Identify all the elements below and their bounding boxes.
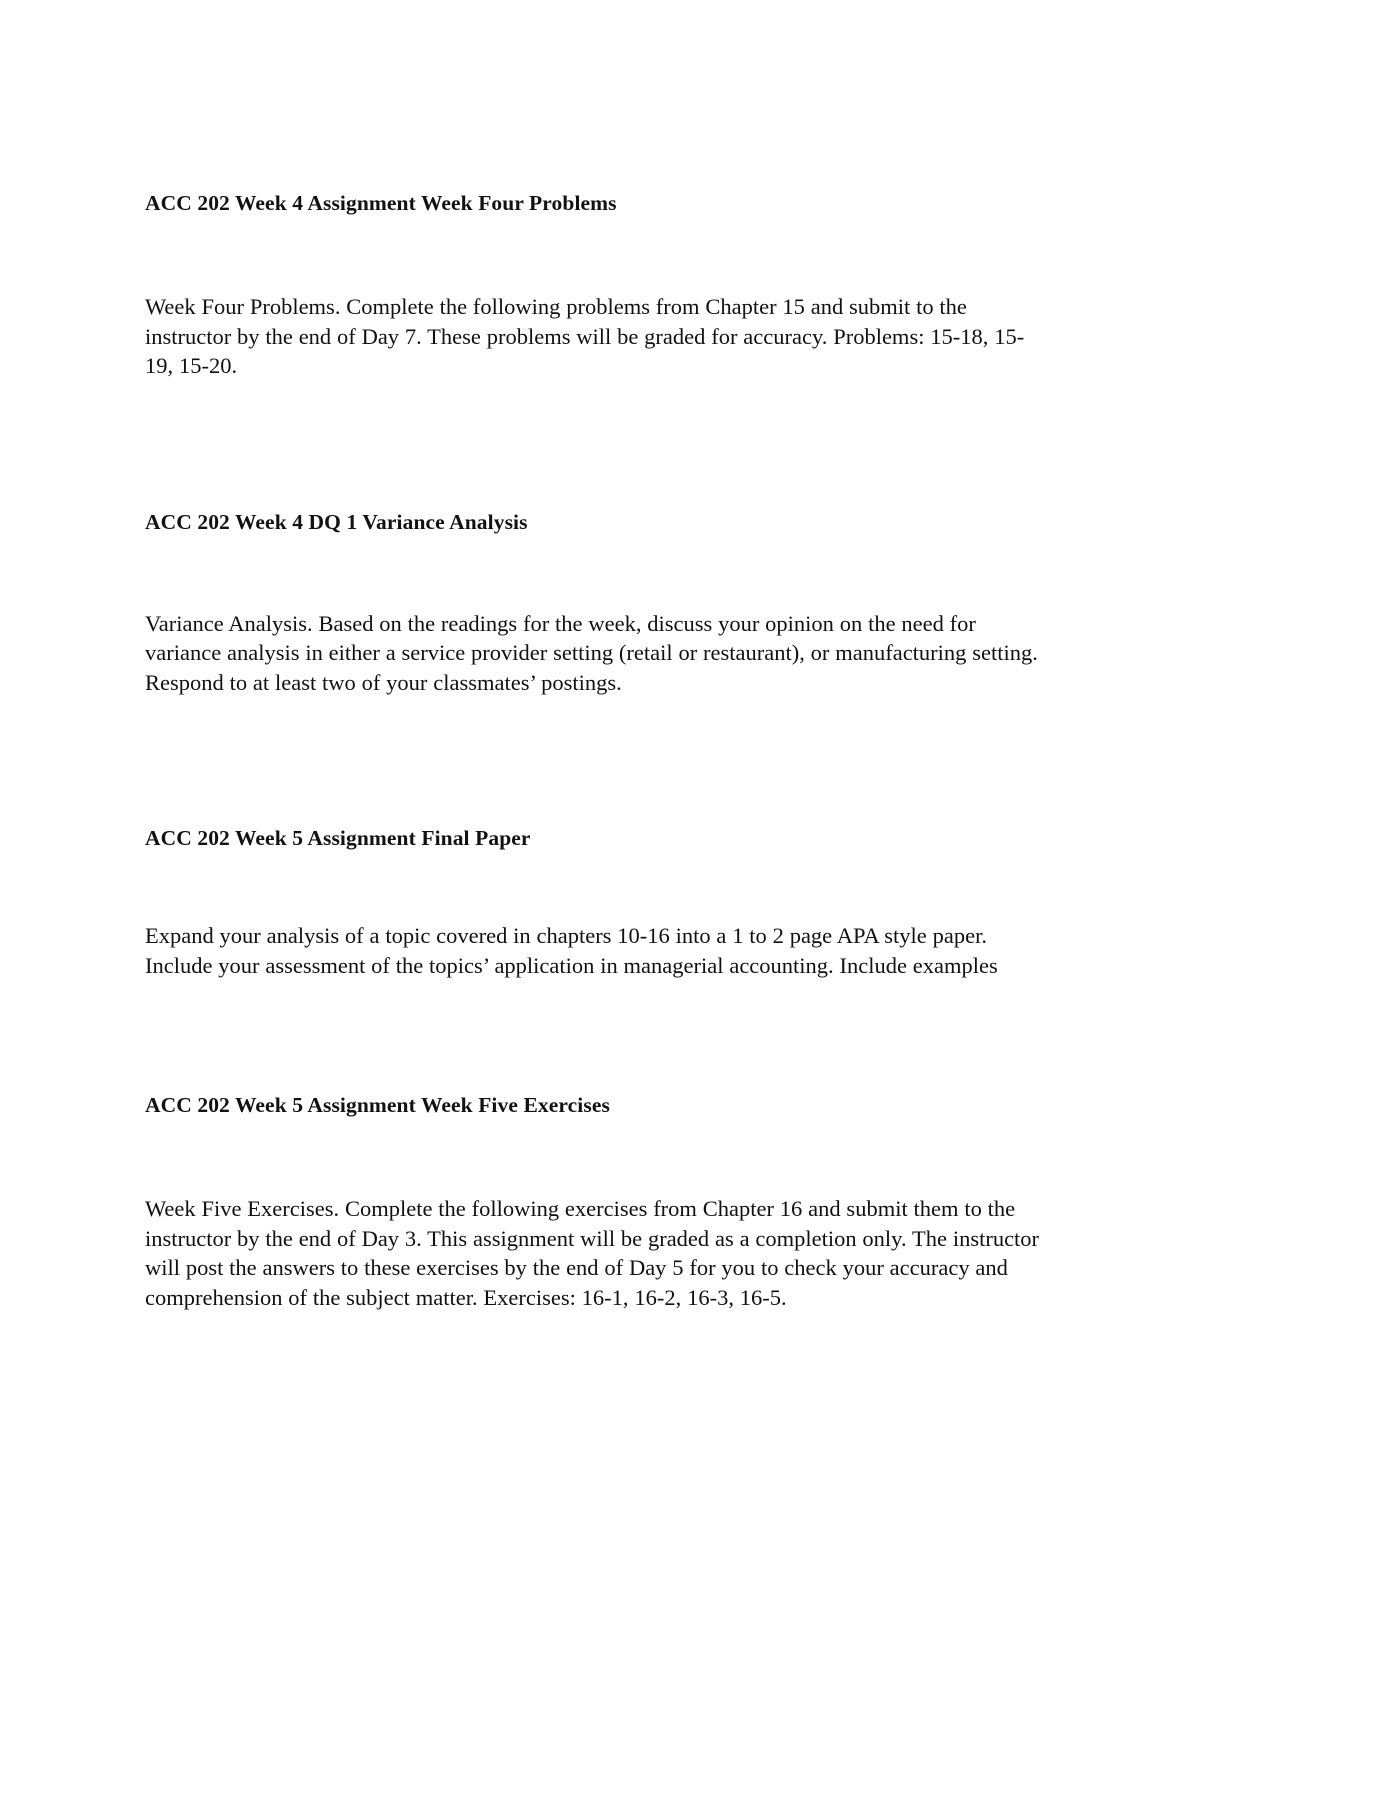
heading-week5-assignment-week-five-exercises: ACC 202 Week 5 Assignment Week Five Exercises <box>145 1093 610 1117</box>
spacer <box>145 216 1050 292</box>
heading-week5-assignment-final-paper: ACC 202 Week 5 Assignment Final Paper <box>145 826 531 850</box>
document-content <box>145 190 1050 1312</box>
spacer <box>145 980 1050 1092</box>
paragraph-week4-assignment-problems: Week Four Problems. Complete the following problems from Chapter 15 and submit to the instructor by the end of Day 7. These problems will be graded for accuracy. Problems: 15-18, 15-19, 15-20. <box>145 294 1025 378</box>
heading-week4-assignment-problems: ACC 202 Week 4 Assignment Week Four Problems <box>145 191 617 215</box>
section-week5-final-paper <box>145 825 1050 980</box>
spacer <box>145 381 1050 509</box>
section-week5-exercises <box>145 1092 1050 1312</box>
paragraph-week5-assignment-final-paper: Expand your analysis of a topic covered in chapters 10-16 into a 1 to 2 page APA style paper. Include your assessment of the topics’ application in managerial accounting. Include examples <box>145 923 998 978</box>
heading-week4-dq1-variance-analysis: ACC 202 Week 4 DQ 1 Variance Analysis <box>145 509 528 534</box>
spacer <box>145 851 1050 921</box>
paragraph-week4-dq1-variance-analysis: Variance Analysis. Based on the readings for the week, discuss your opinion on the need for variance analysis in either a service provider setting (retail or restaurant), or manufacturing setting. Respond to at least two of your classmates’ postings. <box>145 610 1038 695</box>
spacer <box>145 535 1050 609</box>
section-week4-problems <box>145 190 1050 381</box>
section-week4-dq1 <box>145 509 1050 698</box>
paragraph-week5-assignment-week-five-exercises: Week Five Exercises. Complete the following exercises from Chapter 16 and submit them to the instructor by the end of Day 3. This assignment will be graded as a completion only. The instructor will post the answers to these exercises by the end of Day 5 for you to check your accuracy and comprehension of the subject matter. Exercises: 16-1, 16-2, 16-3, 16-5. <box>145 1196 1040 1310</box>
spacer <box>145 1118 1050 1194</box>
spacer <box>145 697 1050 825</box>
